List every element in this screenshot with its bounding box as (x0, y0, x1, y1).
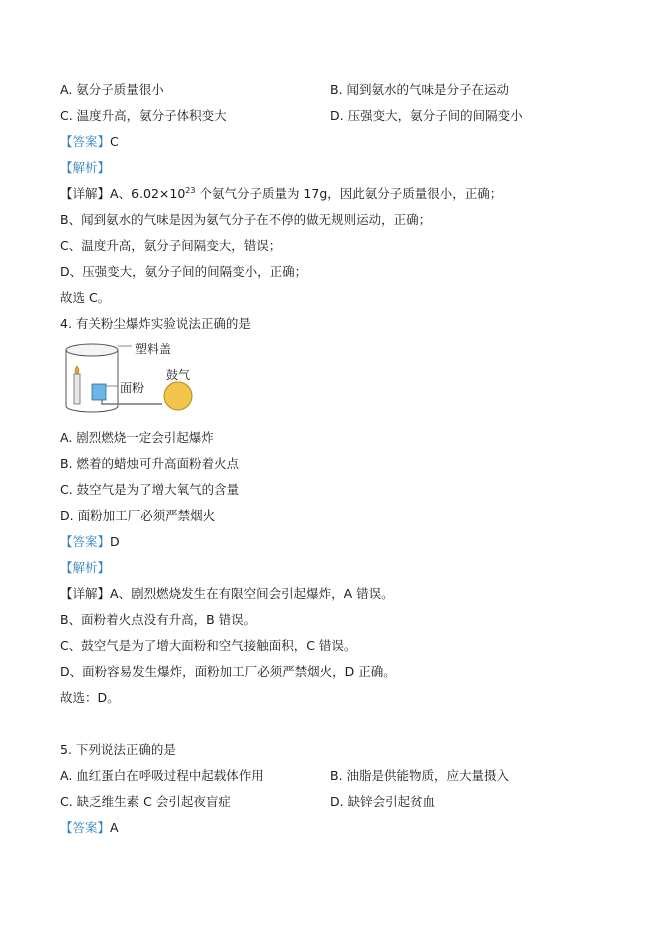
q3-detail-c: C、温度升高，氨分子间隔变大，错误； (60, 238, 282, 253)
label-flour: 面粉 (120, 381, 145, 395)
q3-option-d: D. 压强变大，氨分子间的间隔变小 (330, 108, 523, 123)
q3-option-b: B. 闻到氨水的气味是分子在运动 (330, 82, 510, 97)
q4-stem: 4. 有关粉尘爆炸实验说法正确的是 (60, 316, 251, 331)
detail-a-exponent: 23 (185, 185, 196, 195)
detail-a-post: 个氨气分子质量为 17g，因此氨分子质量很小，正确； (195, 186, 503, 201)
flour-cup (92, 384, 106, 400)
detail-a-pre: A、6.02×10 (110, 186, 186, 201)
detail-a-text: A、剧烈燃烧发生在有限空间会引起爆炸，A 错误。 (110, 586, 394, 601)
q3-detail-b: B、闻到氨水的气味是因为氨气分子在不停的做无规则运动，正确； (60, 212, 432, 227)
cylinder-bottom (66, 406, 118, 412)
q4-conclusion: 故选：D。 (60, 690, 120, 705)
q5-stem: 5. 下列说法正确的是 (60, 742, 176, 757)
q3-detail-a (60, 186, 502, 202)
analysis-tag: 【解析】 (60, 560, 111, 575)
q3-conclusion: 故选 C。 (60, 290, 111, 305)
q5-option-a: A. 血红蛋白在呼吸过程中起载体作用 (60, 768, 264, 783)
air-bulb (164, 382, 192, 410)
answer-value: D (110, 534, 120, 549)
q4-option-b: B. 燃着的蜡烛可升高面粉着火点 (60, 456, 240, 471)
q5-option-c: C. 缺乏维生素 C 会引起夜盲症 (60, 794, 231, 809)
q4-detail-a (60, 586, 394, 602)
q3-detail-d: D、压强变大，氨分子间的间隔变小，正确； (60, 264, 308, 279)
q4-detail-b: B、面粉着火点没有升高，B 错误。 (60, 612, 257, 627)
q3-answer (60, 134, 119, 150)
answer-tag: 【答案】 (60, 820, 111, 835)
q5-answer (60, 820, 119, 836)
detail-tag: 【详解】 (60, 586, 111, 601)
q4-option-c: C. 鼓空气是为了增大氧气的含量 (60, 482, 240, 497)
q3-option-a: A. 氨分子质量很小 (60, 82, 164, 97)
q4-detail-c: C、鼓空气是为了增大面粉和空气接触面积，C 错误。 (60, 638, 357, 653)
dust-explosion-figure (62, 340, 212, 420)
q4-detail-d: D、面粉容易发生爆炸，面粉加工厂必须严禁烟火，D 正确。 (60, 664, 396, 679)
label-lid: 塑料盖 (135, 342, 172, 356)
q5-option-b: B. 油脂是供能物质，应大量摄入 (330, 768, 510, 783)
answer-tag: 【答案】 (60, 534, 111, 549)
detail-tag: 【详解】 (60, 186, 111, 201)
q4-option-a: A. 剧烈燃烧一定会引起爆炸 (60, 430, 214, 445)
q3-analysis-tag (60, 160, 110, 176)
lid-ellipse (66, 344, 118, 356)
q4-option-d: D. 面粉加工厂必须严禁烟火 (60, 508, 216, 523)
label-blow: 鼓气 (166, 368, 191, 382)
q4-answer (60, 534, 120, 550)
answer-value: A (110, 820, 119, 835)
candle-body (74, 374, 80, 404)
q3-option-c: C. 温度升高，氨分子体积变大 (60, 108, 227, 123)
q4-analysis-tag (60, 560, 110, 576)
candle-flame (75, 366, 79, 374)
answer-value: C (110, 134, 119, 149)
air-tube (102, 400, 162, 404)
answer-tag: 【答案】 (60, 134, 111, 149)
q5-option-d: D. 缺锌会引起贫血 (330, 794, 436, 809)
analysis-tag: 【解析】 (60, 160, 111, 175)
